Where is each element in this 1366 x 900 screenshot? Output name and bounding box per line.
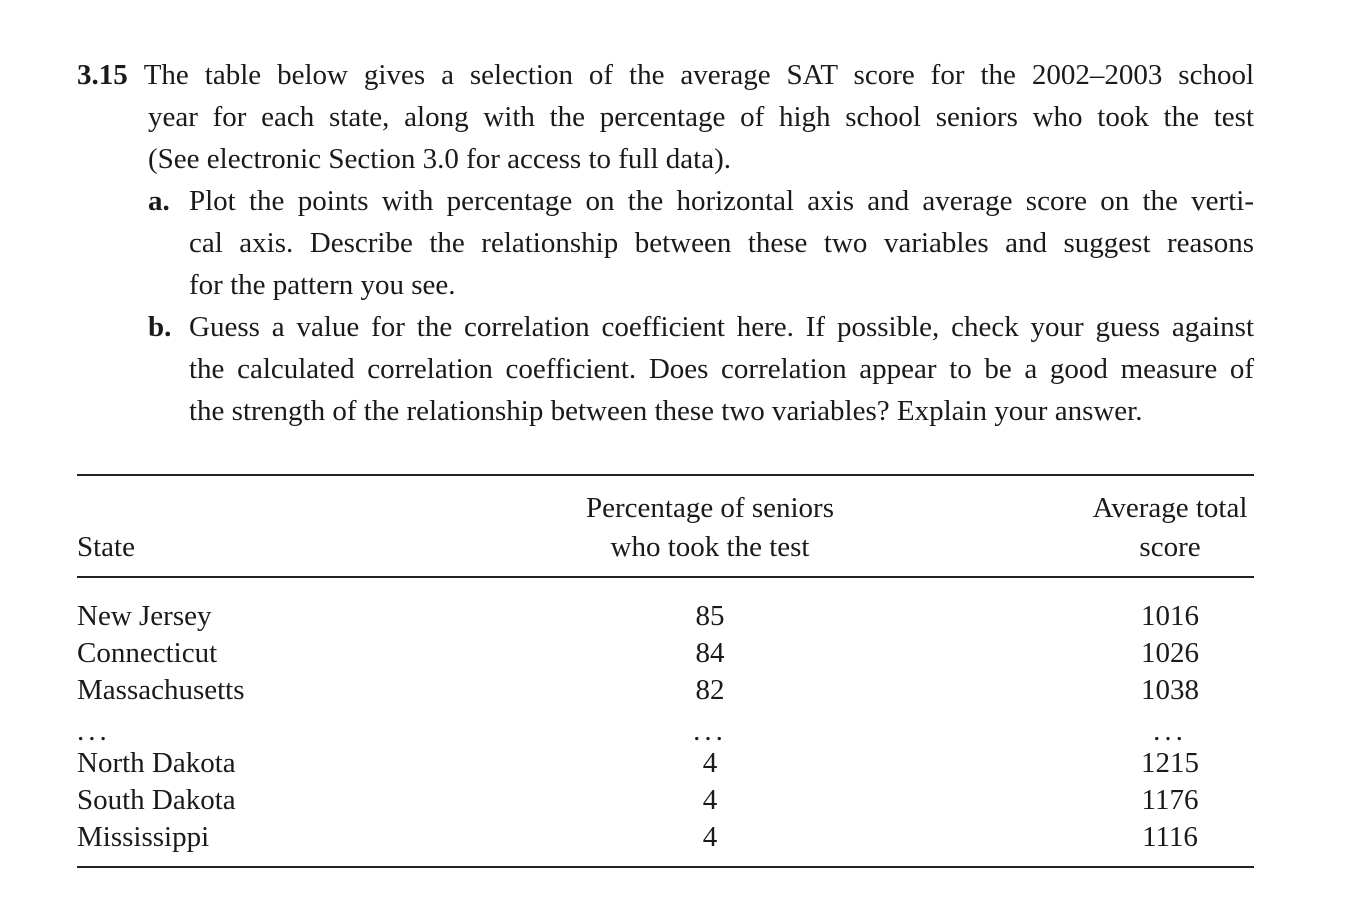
header-score-line-2: score: [1139, 531, 1201, 563]
header-score-line-1: Average total: [1092, 492, 1248, 524]
table-row-percentage: ...: [693, 715, 727, 747]
header-state: State: [77, 531, 135, 563]
part-b-line-3: the strength of the relationship between these two variables? Explain your answer.: [189, 395, 1143, 427]
intro-line-2: year for each state, along with the percentage of high school seniors who took the test: [148, 101, 1254, 133]
table-row-percentage: 84: [695, 637, 725, 669]
part-a-label: a.: [148, 185, 170, 217]
header-percentage-line-1: Percentage of seniors: [585, 492, 834, 524]
table-top-rule: [77, 474, 1254, 476]
part-a-line-1: Plot the points with percentage on the horizontal axis and average score on the verti-: [189, 185, 1254, 217]
table-row-state: Mississippi: [77, 821, 210, 853]
part-a-line-2: cal axis. Describe the relationship between these two variables and suggest reasons: [189, 227, 1254, 259]
table-row-state: New Jersey: [77, 600, 212, 632]
exercise-number: 3.15: [77, 59, 128, 91]
intro-line-3: (See electronic Section 3.0 for access to full data).: [148, 143, 731, 175]
table-row-state: South Dakota: [77, 784, 236, 816]
table-row-score: 1116: [1142, 821, 1198, 853]
part-b-line-1: Guess a value for the correlation coefficient here. If possible, check your guess against: [189, 311, 1254, 343]
part-b-line-2: the calculated correlation coefficient. Does correlation appear to be a good measure of: [189, 353, 1254, 385]
table-row-percentage: 85: [695, 600, 725, 632]
table-row-score: 1016: [1141, 600, 1199, 632]
table-row-state: ...: [77, 715, 111, 747]
table-row-percentage: 4: [702, 784, 718, 816]
header-percentage-line-2: who took the test: [610, 531, 810, 563]
table-row-percentage: 82: [695, 674, 725, 706]
part-a-line-3: for the pattern you see.: [189, 269, 456, 301]
intro-line-1: [77, 54, 1254, 96]
table-row-score: 1176: [1141, 784, 1199, 816]
table-row-state: Massachusetts: [77, 674, 245, 706]
table-row-score: 1038: [1141, 674, 1199, 706]
table-row-percentage: 4: [702, 821, 718, 853]
table-header-rule: [77, 576, 1254, 578]
table-row-state: Connecticut: [77, 637, 218, 669]
part-b-label: b.: [148, 311, 172, 343]
table-row-percentage: 4: [702, 747, 718, 779]
table-row-score: ...: [1153, 715, 1187, 747]
table-row-state: North Dakota: [77, 747, 236, 779]
intro-text-1: The table below gives a selection of the average SAT score for the 2002–2003 school: [143, 59, 1254, 91]
table-row-score: 1026: [1141, 637, 1199, 669]
table-bottom-rule: [77, 866, 1254, 868]
table-row-score: 1215: [1141, 747, 1199, 779]
